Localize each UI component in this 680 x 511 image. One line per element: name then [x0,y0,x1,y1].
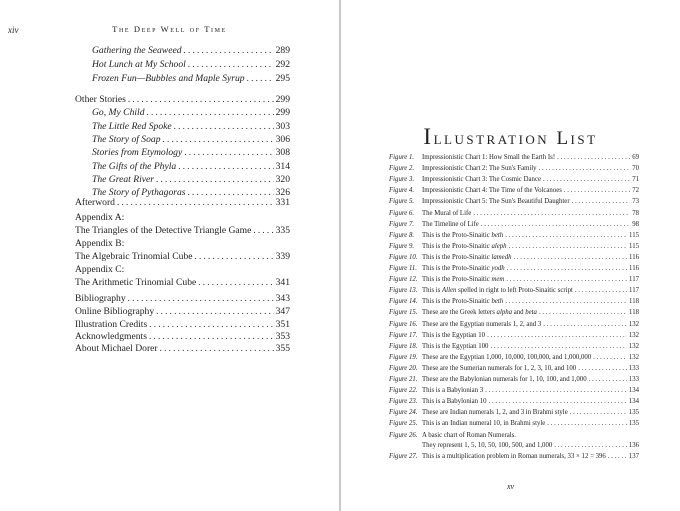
figure-label: Figure 6. [389,209,415,217]
figure-caption: This is the Egyptian 100 [422,342,489,350]
figure-entry [389,286,639,296]
toc-entry-page: 308 [275,147,290,158]
dot-leader [195,250,274,262]
dot-leader [149,318,273,330]
figure-entry [389,397,639,407]
dot-leader [174,120,274,132]
toc-entry-title: The Story of Soap [92,134,161,145]
figure-caption: This is an Indian numeral 10, in Brahmi style [422,420,546,428]
toc-entry [75,250,290,263]
toc-entry-title: Go, My Child [92,107,145,118]
figure-caption: Impressionistic Chart 3: The Cosmic Dance [422,176,541,184]
dot-leader [506,275,627,285]
toc-entry-title: Bibliography [75,293,126,304]
figure-entry [389,220,639,230]
toc-entry-page: 353 [275,331,290,342]
figure-page: 116 [629,265,639,272]
toc-entry-title: Acknowledgments [75,331,147,342]
dot-leader [554,441,627,451]
figure-entry [389,297,639,307]
figure-entry [389,253,639,263]
toc-entry [75,292,290,305]
figure-entry [389,186,639,196]
dot-leader [564,186,630,196]
toc-entry-title: The Little Red Spoke [92,121,172,132]
figure-page: 71 [632,176,639,184]
running-head: The Deep Well of Time [112,24,227,34]
dot-leader [589,375,627,385]
toc-entry [92,58,290,71]
dot-leader [184,44,274,56]
toc-entry-page: 320 [275,174,290,185]
toc-entry-title: The Gifts of the Phyla [92,161,177,172]
dot-leader [547,419,627,429]
toc-entry [75,276,290,289]
toc-entry-title: Afterword [75,197,115,208]
toc-entry-title: About Michael Dorer [75,343,158,354]
figure-caption: This is the Proto-Sinaitic aleph [422,242,507,250]
dot-leader [543,175,630,185]
figure-label: Figure 16. [389,320,418,328]
figure-label: Figure 10. [389,253,418,261]
figure-page: 118 [629,309,639,317]
toc-entry-page: 331 [275,197,290,208]
figure-page: 117 [629,276,639,284]
toc-entry-page: 295 [275,73,290,84]
figure-label: Figure 17. [389,331,418,339]
figure-entry [389,386,639,396]
toc-entry [92,120,290,133]
figure-label: Figure 3. [389,176,415,184]
figure-entry [389,209,639,219]
figure-caption: Impressionistic Chart 2: The Sun's Family [422,165,537,173]
toc-entry [75,196,290,209]
toc-entry-title: Gathering the Seaweed [92,45,182,56]
toc-entry [92,72,290,85]
figure-caption: These are the Egyptian numerals 1, 2, and 3 [422,320,542,328]
figure-page: 133 [628,364,639,372]
figure-label: Figure 21. [389,376,418,383]
dot-leader [188,58,274,70]
figure-page: 70 [632,165,639,173]
toc-entry [75,93,290,106]
figure-label: Figure 23. [389,398,418,406]
toc-entry [92,106,290,119]
toc-entry-page: 347 [275,306,290,317]
figure-page: 98 [632,220,639,228]
figure-caption: This is the Proto-Sinaitic yodh [422,265,505,272]
toc-entry-title: The Triangles of the Detective Triangle Game [75,225,252,236]
dot-leader [572,197,631,207]
toc-entry [92,146,290,159]
dot-leader [578,364,627,374]
toc-entry-title: The Great River [92,174,154,185]
figure-label: Figure 22. [389,387,418,395]
dot-leader [487,331,627,341]
toc-entry-page: 292 [275,59,290,70]
figure-caption: This is a multiplication problem in Roman numerals, 33 × 12 = 396 [422,452,606,460]
figure-label: Figure 13. [389,287,418,295]
figure-entry [389,419,639,429]
dot-leader [198,276,273,288]
toc-entry [92,133,290,146]
dot-leader [473,209,630,219]
dot-leader [147,106,274,118]
toc-entry-page: 314 [275,161,290,172]
figure-page: 118 [629,298,639,306]
dot-leader [539,308,627,318]
dot-leader [163,133,274,145]
figure-entry [389,320,639,330]
figure-label: Figure 19. [389,353,418,361]
figure-page: 132 [628,342,639,350]
figure-label: Figure 15. [389,309,418,317]
figure-caption: A basic chart of Roman Numerals. [422,431,516,439]
dot-leader [608,452,627,462]
dot-leader [490,342,626,352]
figure-page: 132 [628,331,639,339]
toc-entry [92,173,290,186]
figure-label: Figure 27. [389,452,418,460]
figure-page: 69 [632,154,639,161]
toc-entry-title: The Algebraic Trinomial Cube [75,251,193,262]
dot-leader [160,342,274,354]
dot-leader [481,220,630,230]
figure-page: 78 [632,209,639,217]
figure-label: Figure 12. [389,276,418,284]
toc-entry [75,342,290,355]
toc-entry-page: 339 [275,251,290,262]
figure-caption-continued [422,441,639,451]
dot-leader [128,292,274,304]
figure-label: Figure 4. [389,187,415,195]
figure-caption: This is the Egyptian 10 [422,331,486,339]
toc-entry-title: The Story of Pythagoras [92,187,186,198]
figure-entry [389,153,639,163]
figure-page: 115 [629,231,639,239]
figure-caption: These are the Babylonian numerals for 1, 10, 100, and 1,000 [422,376,587,383]
figure-label: Figure 25. [389,420,418,428]
figure-caption: This is a Babylonian 10 [422,398,487,406]
figure-page: 117 [629,287,639,295]
toc-entry [75,224,290,237]
toc-entry-page: 355 [275,343,290,354]
toc-entry-title: Hot Lunch at My School [92,59,186,70]
dot-leader [489,397,627,407]
left-page [0,0,339,511]
figure-entry [389,197,639,207]
figure-label: Figure 20. [389,364,418,372]
figure-caption: These are the Egyptian 1,000, 10,000, 100,000, and 1,000,000 [422,353,592,361]
toc-entry-page: 303 [275,121,290,132]
figure-caption: The Timeline of Life [422,220,479,228]
figure-caption: Impressionistic Chart 1: How Small the Earth Is! [422,154,556,161]
figure-label: Figure 2. [389,165,415,173]
toc-appendix-label: Appendix C: [75,264,125,275]
figure-entry [389,242,639,252]
dot-leader [156,173,274,185]
toc-entry-title: Other Stories [75,94,126,105]
toc-entry-page: 299 [275,107,290,118]
toc-appendix-label: Appendix B: [75,238,125,249]
figure-label: Figure 9. [389,242,415,250]
dot-leader [149,330,274,342]
dot-leader [539,164,631,174]
right-folio: xv [506,482,515,491]
figure-entry [389,353,639,363]
toc-entry [92,44,290,57]
figure-label: Figure 7. [389,220,415,228]
figure-page: 135 [628,420,639,428]
toc-entry-title: The Arithmetic Trinomial Cube [75,277,197,288]
dot-leader [117,196,274,208]
dot-leader [570,408,627,418]
figure-label: Figure 8. [389,231,415,239]
figure-page: 116 [629,253,639,261]
dot-leader [156,305,273,317]
figure-page: 133 [628,376,639,383]
toc-entry-page: 326 [275,187,290,198]
toc-entry-title: Online Bibliography [75,306,155,317]
figure-caption: This is the Proto-Sinaitic beth [422,298,504,306]
right-page [341,0,680,511]
figure-entry [389,275,639,285]
figure-caption: They represent 1, 5, 10, 50, 100, 500, and 1,000 [422,441,553,449]
toc-entry-page: 341 [275,277,290,288]
toc-entry-title: Illustration Credits [75,319,148,330]
dot-leader [247,72,274,84]
toc-entry-page: 299 [275,94,290,105]
figure-page: 132 [628,353,639,361]
figure-page: 134 [628,398,639,406]
figure-caption: This is the Proto-Sinaitic lamedh [422,253,512,261]
figure-entry [389,175,639,185]
figure-page: 115 [629,242,639,250]
dot-leader [557,153,630,163]
toc-entry-page: 351 [275,319,290,330]
dot-leader [509,242,627,252]
figure-label: Figure 24. [389,409,418,417]
figure-label: Figure 14. [389,298,418,306]
dot-leader [505,297,627,307]
figure-caption: This is the Proto-Sinaitic mem [422,276,505,284]
dot-leader [505,231,627,241]
dot-leader [575,286,627,296]
figure-label: Figure 5. [389,198,415,206]
figure-label: Figure 11. [389,265,417,272]
figure-caption: These are the Sumerian numerals for 1, 2, 3, 10, and 100 [422,364,577,372]
dot-leader [178,160,273,172]
figure-caption: Impressionistic Chart 5: The Sun's Beautiful Daughter [422,198,570,206]
figure-label: Figure 1. [389,154,415,161]
toc-entry-page: 335 [275,225,290,236]
figure-page: 132 [628,320,639,328]
figure-page: 134 [628,387,639,395]
toc-entry [92,160,290,173]
figure-caption: This is the Proto-Sinaitic beth [422,231,504,239]
figure-label: Figure 26. [389,431,418,439]
dot-leader [253,224,273,236]
dot-leader [128,93,274,105]
figure-entry [389,408,639,418]
figure-entry [389,331,639,341]
figure-entry [389,431,639,441]
figure-entry [389,375,639,385]
figure-caption: The Mural of Life [422,209,472,217]
toc-entry-page: 343 [275,293,290,304]
figure-page: 136 [628,441,639,449]
figure-page: 135 [628,409,639,417]
left-folio: xiv [8,25,19,35]
toc-appendix-label: Appendix A: [75,212,125,223]
figure-entry [389,308,639,318]
toc-entry-page: 289 [275,45,290,56]
figure-entry [389,231,639,241]
figure-entry [389,452,639,462]
figure-caption: This is a Babylonian 3 [422,387,484,395]
figure-label: Figure 18. [389,342,418,350]
dot-leader [184,146,273,158]
figure-caption: This is Allen spelled in right to left Proto-Sinaitic script [422,287,573,295]
figure-entry [389,342,639,352]
figure-entry [389,264,639,274]
toc-entry-title: Frozen Fun—Bubbles and Maple Syrup [92,73,245,84]
dot-leader [593,353,627,363]
figure-caption: Impressionistic Chart 4: The Time of the Volcanoes [422,187,562,195]
figure-page: 73 [632,198,639,206]
dot-leader [485,386,627,396]
figure-entry [389,164,639,174]
figure-caption: These are Indian numerals 1, 2, and 3 in Brahmi style [422,409,568,417]
dot-leader [543,320,627,330]
figure-entry [389,364,639,374]
dot-leader [507,264,627,274]
toc-entry-page: 306 [275,134,290,145]
figure-page: 72 [632,187,639,195]
figure-caption: These are the Greek letters alpha and beta [422,309,537,317]
toc-entry [75,305,290,318]
toc-entry-title: Stories from Etymology [92,147,183,158]
illustration-list-heading: Illustration List [423,124,598,149]
dot-leader [514,253,628,263]
figure-page: 137 [628,452,639,460]
